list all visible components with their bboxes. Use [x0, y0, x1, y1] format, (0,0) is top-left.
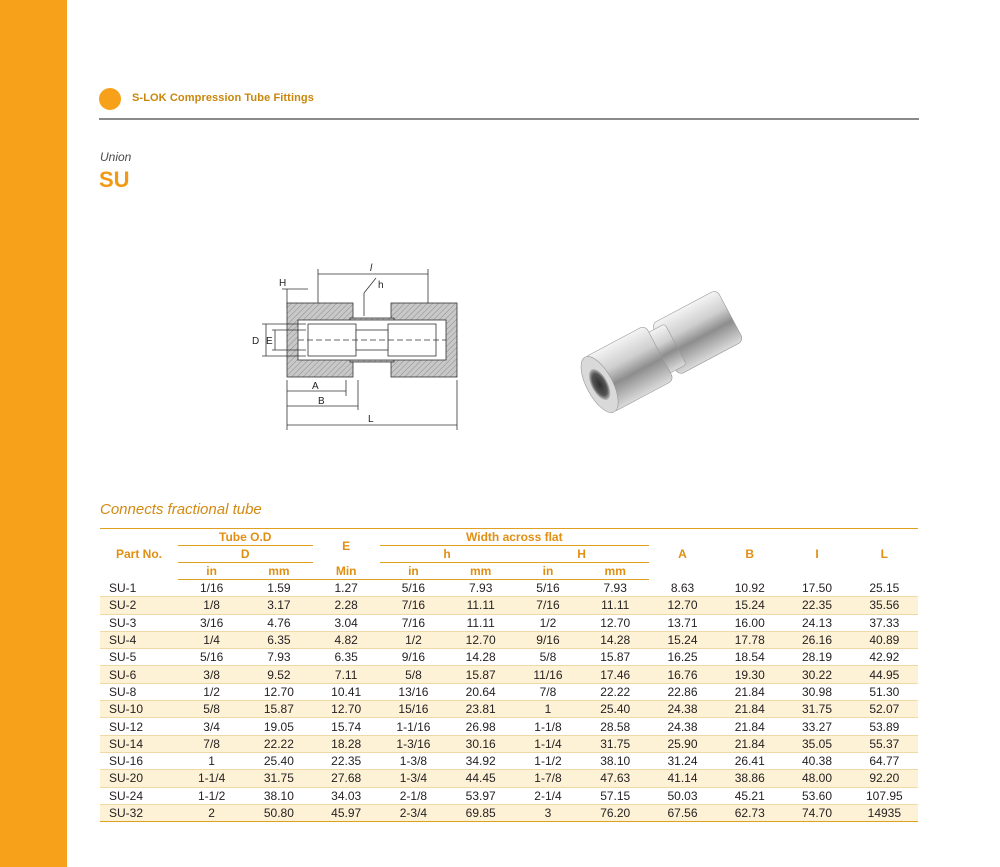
cell-h-in: 1-3/16 [380, 735, 447, 752]
cell-A: 15.24 [649, 631, 716, 648]
cell-h-in: 5/8 [380, 666, 447, 683]
unit-min: Min [313, 563, 380, 580]
cell-A: 22.86 [649, 683, 716, 700]
cell-A: 16.25 [649, 649, 716, 666]
cell-d-in: 5/16 [178, 649, 245, 666]
table-row [100, 804, 918, 821]
cell-B: 38.86 [716, 770, 783, 787]
cell-I: 28.19 [783, 649, 850, 666]
header-B: B [745, 547, 755, 562]
cell-B: 19.30 [716, 666, 783, 683]
table-row [100, 614, 918, 631]
cell-H-in: 7/16 [514, 597, 581, 614]
cell-d-in: 1-1/2 [178, 787, 245, 804]
cell-H-mm: 15.87 [582, 649, 649, 666]
cell-L: 40.89 [851, 631, 918, 648]
cell-d-in: 1/8 [178, 597, 245, 614]
cell-H-in: 1-1/4 [514, 735, 581, 752]
table-row [100, 666, 918, 683]
cell-d-mm: 50.80 [245, 804, 312, 821]
cell-e-min: 12.70 [313, 701, 380, 718]
cell-d-in: 1 [178, 752, 245, 769]
cell-L: 52.07 [851, 701, 918, 718]
cell-H-in: 5/16 [514, 580, 581, 597]
cell-h-mm: 11.11 [447, 597, 514, 614]
union-product-photo [568, 277, 768, 417]
cell-d-in: 5/8 [178, 701, 245, 718]
cell-B: 16.00 [716, 614, 783, 631]
cell-H-in: 7/8 [514, 683, 581, 700]
dim-label-H: H [279, 278, 287, 289]
cell-A: 67.56 [649, 804, 716, 821]
cell-e-min: 18.28 [313, 735, 380, 752]
table-row [100, 770, 918, 787]
cell-I: 26.16 [783, 631, 850, 648]
cell-h-in: 7/16 [380, 597, 447, 614]
cell-h-in: 1/2 [380, 631, 447, 648]
cell-I: 22.35 [783, 597, 850, 614]
cell-d-mm: 19.05 [245, 718, 312, 735]
cell-d-in: 1/2 [178, 683, 245, 700]
cell-h-mm: 7.93 [447, 580, 514, 597]
unit-in: in [514, 563, 581, 580]
cell-h-mm: 30.16 [447, 735, 514, 752]
cell-d-in: 1/16 [178, 580, 245, 597]
cell-I: 48.00 [783, 770, 850, 787]
cell-I: 33.27 [783, 718, 850, 735]
cell-H-mm: 7.93 [582, 580, 649, 597]
cell-B: 21.84 [716, 683, 783, 700]
table-row [100, 718, 918, 735]
cell-d-in: 1/4 [178, 631, 245, 648]
cell-d-in: 3/4 [178, 718, 245, 735]
cell-H-in: 1-7/8 [514, 770, 581, 787]
cell-H-in: 1/2 [514, 614, 581, 631]
cell-A: 50.03 [649, 787, 716, 804]
cell-e-min: 7.11 [313, 666, 380, 683]
dim-label-E: E [266, 336, 273, 347]
cell-e-min: 2.28 [313, 597, 380, 614]
table-row [100, 787, 918, 804]
cell-L: 51.30 [851, 683, 918, 700]
cell-part-no: SU-8 [100, 683, 178, 700]
cell-h-in: 2-1/8 [380, 787, 447, 804]
cell-L: 44.95 [851, 666, 918, 683]
header-I: I [815, 547, 819, 562]
cell-L: 35.56 [851, 597, 918, 614]
cell-I: 35.05 [783, 735, 850, 752]
cell-d-mm: 25.40 [245, 752, 312, 769]
cell-H-mm: 47.63 [582, 770, 649, 787]
header-D: D [178, 546, 313, 563]
cell-h-mm: 12.70 [447, 631, 514, 648]
cell-d-in: 3/16 [178, 614, 245, 631]
cell-B: 15.24 [716, 597, 783, 614]
cell-I: 53.60 [783, 787, 850, 804]
header-A: A [678, 547, 687, 562]
cell-H-mm: 12.70 [582, 614, 649, 631]
cell-H-in: 2-1/4 [514, 787, 581, 804]
cell-h-mm: 69.85 [447, 804, 514, 821]
cell-e-min: 27.68 [313, 770, 380, 787]
table-row [100, 631, 918, 648]
cell-part-no: SU-6 [100, 666, 178, 683]
cell-H-mm: 14.28 [582, 631, 649, 648]
cell-h-in: 5/16 [380, 580, 447, 597]
cell-h-in: 7/16 [380, 614, 447, 631]
cell-part-no: SU-20 [100, 770, 178, 787]
cell-B: 21.84 [716, 735, 783, 752]
cell-H-mm: 31.75 [582, 735, 649, 752]
cell-B: 18.54 [716, 649, 783, 666]
cell-I: 31.75 [783, 701, 850, 718]
cell-B: 10.92 [716, 580, 783, 597]
cell-A: 25.90 [649, 735, 716, 752]
table-row [100, 683, 918, 700]
cell-d-mm: 15.87 [245, 701, 312, 718]
cell-d-mm: 3.17 [245, 597, 312, 614]
cell-h-mm: 11.11 [447, 614, 514, 631]
cell-e-min: 4.82 [313, 631, 380, 648]
cell-I: 40.38 [783, 752, 850, 769]
cell-L: 25.15 [851, 580, 918, 597]
product-code: SU [99, 167, 130, 192]
cell-H-in: 1-1/8 [514, 718, 581, 735]
cell-L: 107.95 [851, 787, 918, 804]
cell-h-in: 1-3/4 [380, 770, 447, 787]
cell-B: 26.41 [716, 752, 783, 769]
dimensions-table [100, 528, 918, 822]
union-cross-section-drawing [246, 258, 478, 436]
cell-h-mm: 15.87 [447, 666, 514, 683]
dim-label-D: D [252, 336, 260, 347]
cell-d-mm: 9.52 [245, 666, 312, 683]
unit-in: in [178, 563, 245, 580]
cell-e-min: 22.35 [313, 752, 380, 769]
cell-H-mm: 28.58 [582, 718, 649, 735]
header-width-across-flat: Width across flat [380, 529, 649, 546]
cell-I: 17.50 [783, 580, 850, 597]
cell-e-min: 34.03 [313, 787, 380, 804]
cell-e-min: 6.35 [313, 649, 380, 666]
cell-L: 14935 [851, 804, 918, 821]
cell-part-no: SU-5 [100, 649, 178, 666]
unit-mm: mm [447, 563, 514, 580]
product-subtitle: Union [100, 150, 132, 164]
unit-mm: mm [582, 563, 649, 580]
header-part-no: Part No. [115, 547, 162, 562]
cell-B: 21.84 [716, 701, 783, 718]
brand-dot-icon [99, 88, 121, 110]
cell-d-mm: 4.76 [245, 614, 312, 631]
cell-L: 55.37 [851, 735, 918, 752]
cell-h-in: 13/16 [380, 683, 447, 700]
cell-H-mm: 17.46 [582, 666, 649, 683]
cell-B: 45.21 [716, 787, 783, 804]
cell-h-mm: 34.92 [447, 752, 514, 769]
cell-H-mm: 57.15 [582, 787, 649, 804]
cell-h-mm: 14.28 [447, 649, 514, 666]
dim-label-A: A [312, 381, 319, 392]
cell-part-no: SU-14 [100, 735, 178, 752]
cell-part-no: SU-10 [100, 701, 178, 718]
table-row [100, 752, 918, 769]
table-row [100, 597, 918, 614]
cell-H-mm: 11.11 [582, 597, 649, 614]
page-header [99, 86, 919, 120]
cell-H-mm: 22.22 [582, 683, 649, 700]
unit-mm: mm [245, 563, 312, 580]
header-h: h [380, 546, 515, 563]
cell-B: 21.84 [716, 718, 783, 735]
cell-part-no: SU-16 [100, 752, 178, 769]
cell-d-mm: 12.70 [245, 683, 312, 700]
cell-A: 31.24 [649, 752, 716, 769]
cell-I: 74.70 [783, 804, 850, 821]
cell-L: 53.89 [851, 718, 918, 735]
cell-h-in: 15/16 [380, 701, 447, 718]
cell-A: 24.38 [649, 701, 716, 718]
cell-A: 12.70 [649, 597, 716, 614]
cell-I: 24.13 [783, 614, 850, 631]
table-row [100, 735, 918, 752]
cell-H-mm: 76.20 [582, 804, 649, 821]
cell-L: 92.20 [851, 770, 918, 787]
cell-h-mm: 53.97 [447, 787, 514, 804]
dim-label-B: B [318, 396, 325, 407]
cell-I: 30.98 [783, 683, 850, 700]
dim-label-l: l [370, 263, 373, 274]
cell-h-mm: 26.98 [447, 718, 514, 735]
unit-in: in [380, 563, 447, 580]
cell-h-mm: 44.45 [447, 770, 514, 787]
table-row [100, 649, 918, 666]
cell-L: 42.92 [851, 649, 918, 666]
cell-e-min: 1.27 [313, 580, 380, 597]
cell-B: 17.78 [716, 631, 783, 648]
cell-A: 13.71 [649, 614, 716, 631]
cell-H-in: 5/8 [514, 649, 581, 666]
cell-part-no: SU-1 [100, 580, 178, 597]
table-caption: Connects fractional tube [100, 501, 262, 518]
cell-h-in: 1-3/8 [380, 752, 447, 769]
cell-H-mm: 25.40 [582, 701, 649, 718]
cell-d-mm: 1.59 [245, 580, 312, 597]
cell-h-mm: 23.81 [447, 701, 514, 718]
cell-e-min: 45.97 [313, 804, 380, 821]
brand-title: S-LOK Compression Tube Fittings [132, 92, 314, 104]
cell-d-mm: 38.10 [245, 787, 312, 804]
cell-I: 30.22 [783, 666, 850, 683]
dim-label-h: h [378, 280, 384, 291]
cell-h-mm: 20.64 [447, 683, 514, 700]
cell-A: 24.38 [649, 718, 716, 735]
dim-label-L: L [368, 414, 374, 425]
cell-H-in: 1-1/2 [514, 752, 581, 769]
cell-d-in: 7/8 [178, 735, 245, 752]
cell-H-in: 1 [514, 701, 581, 718]
cell-part-no: SU-4 [100, 631, 178, 648]
cell-H-in: 3 [514, 804, 581, 821]
header-L: L [880, 547, 888, 562]
cell-d-mm: 7.93 [245, 649, 312, 666]
cell-d-mm: 31.75 [245, 770, 312, 787]
cell-H-in: 9/16 [514, 631, 581, 648]
table-row [100, 580, 918, 597]
cell-h-in: 9/16 [380, 649, 447, 666]
header-tube-od: Tube O.D [178, 529, 313, 546]
cell-e-min: 3.04 [313, 614, 380, 631]
cell-e-min: 15.74 [313, 718, 380, 735]
cell-d-in: 1-1/4 [178, 770, 245, 787]
cell-A: 8.63 [649, 580, 716, 597]
side-accent-bar [0, 0, 67, 867]
cell-d-in: 3/8 [178, 666, 245, 683]
header-H: H [514, 546, 649, 563]
cell-H-mm: 38.10 [582, 752, 649, 769]
cell-part-no: SU-2 [100, 597, 178, 614]
cell-part-no: SU-12 [100, 718, 178, 735]
cell-d-in: 2 [178, 804, 245, 821]
cell-B: 62.73 [716, 804, 783, 821]
cell-H-in: 11/16 [514, 666, 581, 683]
cell-part-no: SU-24 [100, 787, 178, 804]
cell-A: 41.14 [649, 770, 716, 787]
cell-part-no: SU-32 [100, 804, 178, 821]
cell-h-in: 2-3/4 [380, 804, 447, 821]
cell-L: 37.33 [851, 614, 918, 631]
cell-L: 64.77 [851, 752, 918, 769]
cell-d-mm: 6.35 [245, 631, 312, 648]
cell-e-min: 10.41 [313, 683, 380, 700]
cell-part-no: SU-3 [100, 614, 178, 631]
cell-d-mm: 22.22 [245, 735, 312, 752]
table-row [100, 701, 918, 718]
header-E: E [342, 538, 351, 553]
cell-A: 16.76 [649, 666, 716, 683]
cell-h-in: 1-1/16 [380, 718, 447, 735]
